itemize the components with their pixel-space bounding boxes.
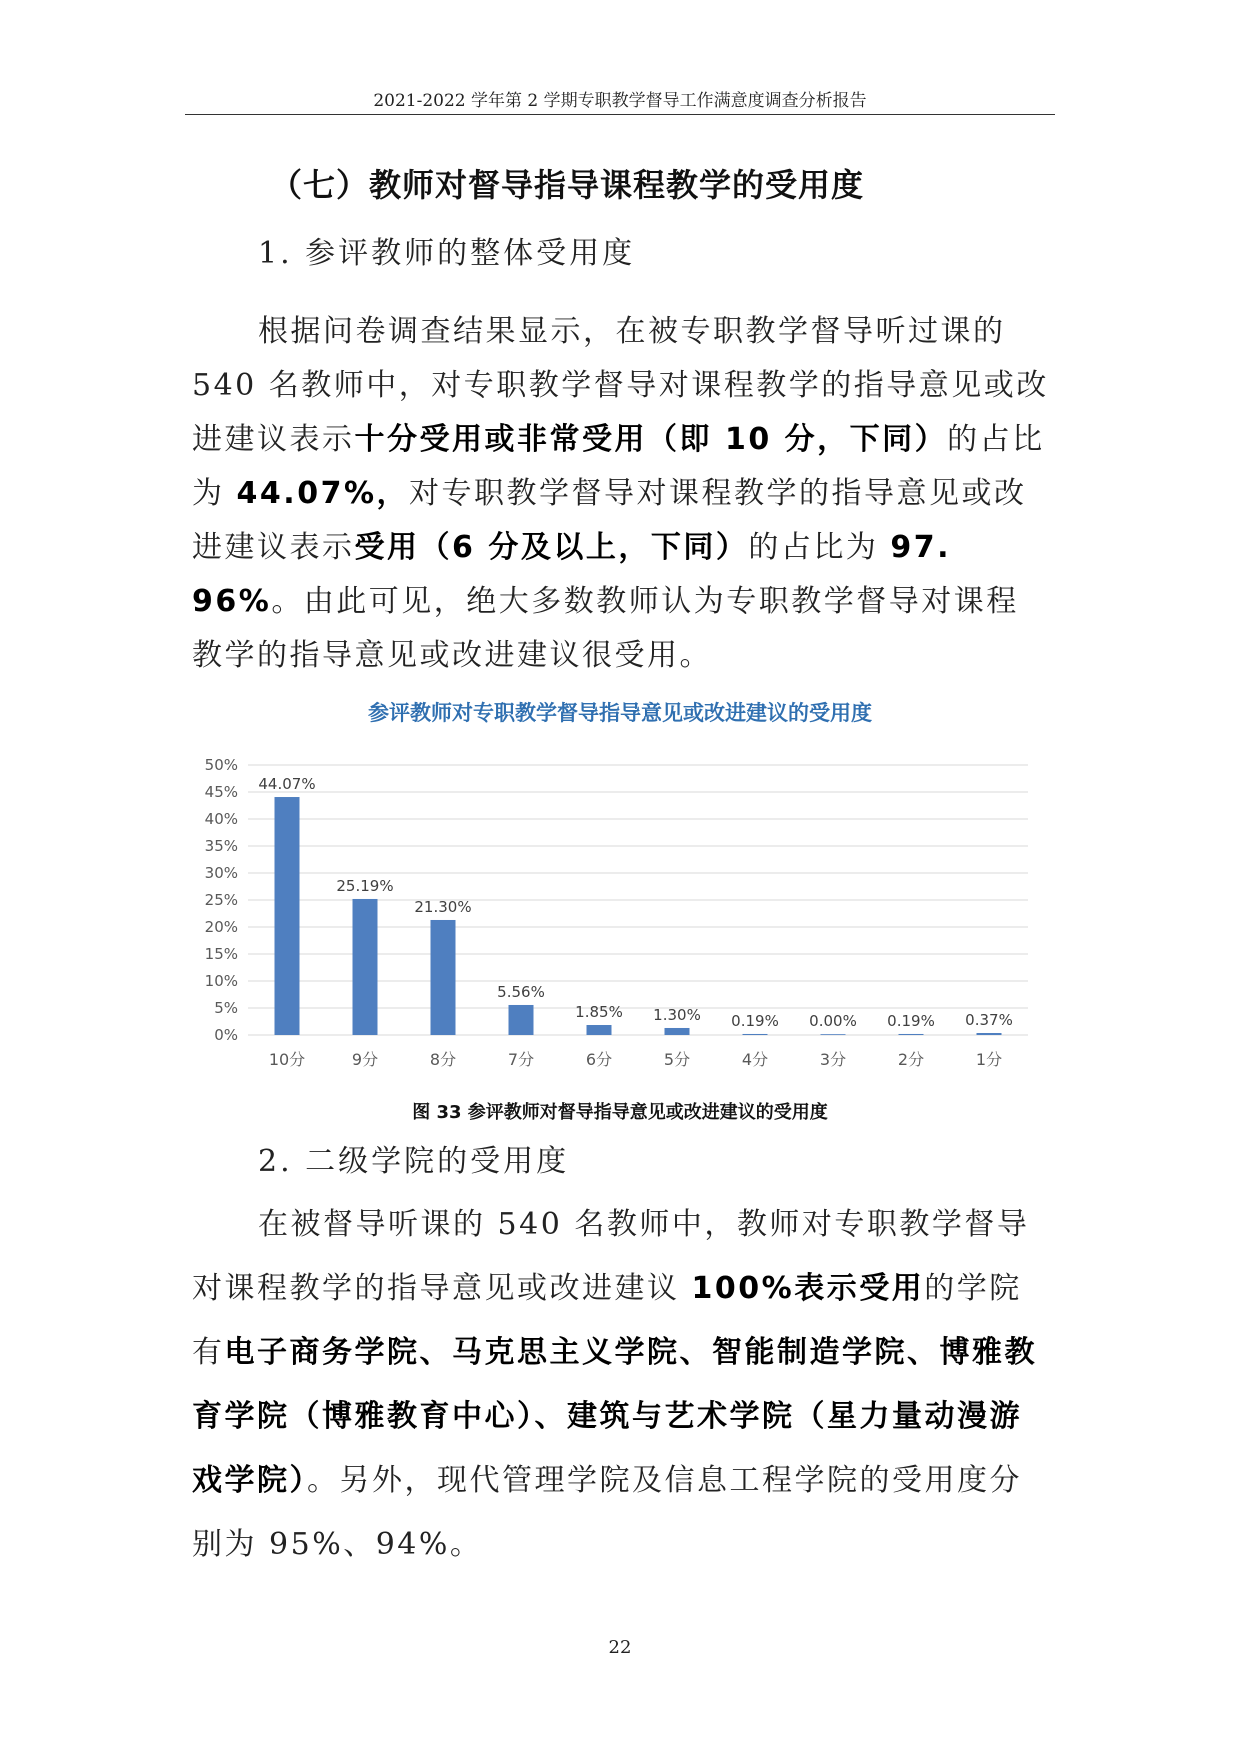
data-label: 1.30%: [653, 1005, 701, 1024]
x-tick-label: 4分: [741, 1050, 769, 1069]
para1-bold-1: 十分受用或非常受用（即 10 分，下同）: [354, 422, 948, 457]
y-tick-label: 40%: [204, 810, 238, 828]
section-title: （七）教师对督导指导课程教学的受用度: [270, 166, 865, 204]
x-tick-label: 10分: [268, 1050, 306, 1069]
header-rule: [185, 114, 1055, 115]
paragraph-overall: [192, 305, 1050, 683]
bar: [509, 1005, 534, 1035]
para2-text-1: 在被督导听课的 540 名教师中，教师对专职教学督导对课程教学的指导意见或改进建议: [192, 1207, 1030, 1306]
bar: [275, 797, 300, 1035]
page-number: 22: [608, 1637, 632, 1658]
data-label: 5.56%: [497, 982, 545, 1001]
para2-bold-2: 电子商务学院、马克思主义学院、智能制造学院、博雅教育学院（博雅教育中心）、建筑与艺术学院（星力量动漫游戏学院）: [192, 1335, 1037, 1498]
x-tick-label: 1分: [975, 1050, 1003, 1069]
bar: [821, 1034, 846, 1035]
para1-text-4: 的占比为: [748, 530, 891, 565]
para1-bold-2: 44.07%，: [236, 476, 409, 511]
para2-text-2: 的学院有: [192, 1271, 1022, 1370]
bar: [977, 1033, 1002, 1035]
y-tick-label: 35%: [204, 837, 238, 855]
bar: [587, 1025, 612, 1035]
y-tick-label: 10%: [204, 972, 238, 990]
para2-text-3: 。另外，现代管理学院及信息工程学院的受用度分别为 95%、94%。: [192, 1463, 1022, 1562]
figure-caption: 图 33 参评教师对督导指导意见或改进建议的受用度: [412, 1102, 828, 1123]
data-label: 0.37%: [965, 1011, 1013, 1030]
subheading-overall: 1. 参评教师的整体受用度: [258, 236, 636, 271]
x-tick-label: 9分: [351, 1050, 379, 1069]
para2-bold-1: 100%表示受用: [691, 1271, 925, 1306]
x-tick-label: 6分: [585, 1050, 613, 1069]
x-tick-label: 7分: [507, 1050, 535, 1069]
y-tick-label: 20%: [204, 918, 238, 936]
paragraph-colleges: [192, 1193, 1050, 1577]
page-header: 2021-2022 学年第 2 学期专职教学督导工作满意度调查分析报告: [373, 91, 867, 111]
para1-text-3: 对专职教学督导对课程教学的指导意见或改进建议表示: [192, 476, 1027, 565]
data-label: 0.19%: [887, 1011, 935, 1030]
x-tick-label: 3分: [819, 1050, 847, 1069]
subheading-colleges: 2. 二级学院的受用度: [258, 1144, 570, 1179]
bar: [743, 1034, 768, 1035]
bar: [899, 1034, 924, 1035]
x-tick-label: 2分: [897, 1050, 925, 1069]
bar-chart: [190, 745, 1050, 1085]
data-label: 0.00%: [809, 1012, 857, 1031]
data-label: 25.19%: [336, 876, 394, 895]
bar: [665, 1028, 690, 1035]
para1-text-1: 根据问卷调查结果显示，在被专职教学督导听过课的 540 名教师中，对专职教学督导对课程教学的指导意见或改进建议表示: [192, 314, 1049, 457]
y-tick-label: 25%: [204, 891, 238, 909]
y-tick-label: 50%: [204, 756, 238, 774]
data-label: 0.19%: [731, 1011, 779, 1030]
para1-text-2: 的占比为: [192, 422, 1045, 511]
para1-text-5: 。由此可见，绝大多数教师认为专职教学督导对课程教学的指导意见或改进建议很受用。: [192, 584, 1019, 673]
para1-bold-3: 受用（6 分及以上，下同）: [354, 530, 749, 565]
y-tick-label: 45%: [204, 783, 238, 801]
data-label: 21.30%: [414, 897, 472, 916]
bar: [353, 899, 378, 1035]
y-tick-label: 30%: [204, 864, 238, 882]
data-label: 1.85%: [575, 1003, 623, 1022]
chart-title: 参评教师对专职教学督导指导意见或改进建议的受用度: [368, 701, 872, 725]
x-tick-label: 8分: [429, 1050, 457, 1069]
bar: [431, 920, 456, 1035]
y-tick-label: 5%: [214, 999, 238, 1017]
x-tick-label: 5分: [663, 1050, 691, 1069]
y-tick-label: 15%: [204, 945, 238, 963]
para1-bold-4: 97. 96%: [192, 530, 952, 619]
data-label: 44.07%: [258, 775, 316, 794]
y-tick-label: 0%: [214, 1026, 238, 1044]
